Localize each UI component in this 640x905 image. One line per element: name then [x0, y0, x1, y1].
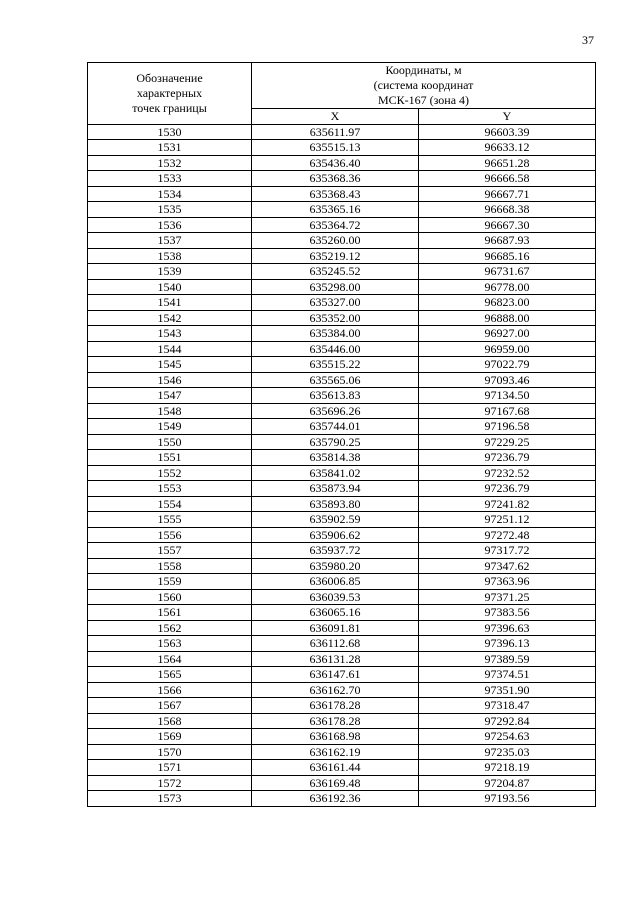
table-row: [88, 217, 596, 233]
cell-y: 96603.39: [419, 124, 596, 140]
cell-x: 635352.00: [252, 310, 419, 326]
header-coords-line-3: МСК-167 (зона 4): [377, 93, 470, 107]
table-row: [88, 419, 596, 435]
cell-point: 1563: [88, 636, 252, 652]
cell-point: 1546: [88, 372, 252, 388]
cell-y: 97241.82: [419, 496, 596, 512]
cell-x: 635219.12: [252, 248, 419, 264]
cell-point: 1544: [88, 341, 252, 357]
cell-x: 635365.16: [252, 202, 419, 218]
cell-y: 97351.90: [419, 682, 596, 698]
table-row: [88, 310, 596, 326]
cell-x: 635565.06: [252, 372, 419, 388]
header-coords-line-1: Координаты, м: [385, 63, 462, 77]
header-y: Y: [419, 109, 596, 125]
cell-x: 635384.00: [252, 326, 419, 342]
cell-x: 636192.36: [252, 791, 419, 807]
header-point-line-2: характерных: [136, 85, 203, 100]
cell-point: 1559: [88, 574, 252, 590]
cell-point: 1569: [88, 729, 252, 745]
cell-x: 635906.62: [252, 527, 419, 543]
cell-x: 635613.83: [252, 388, 419, 404]
table-row: [88, 186, 596, 202]
cell-y: 97383.56: [419, 605, 596, 621]
table-row: [88, 372, 596, 388]
cell-y: 96667.30: [419, 217, 596, 233]
cell-y: 96888.00: [419, 310, 596, 326]
table-row: [88, 357, 596, 373]
table-row: [88, 558, 596, 574]
cell-y: 96927.00: [419, 326, 596, 342]
cell-point: 1551: [88, 450, 252, 466]
table-row: [88, 791, 596, 807]
table-row: [88, 481, 596, 497]
cell-x: 635814.38: [252, 450, 419, 466]
header-point-designation: [88, 63, 252, 125]
cell-x: 635364.72: [252, 217, 419, 233]
cell-point: 1555: [88, 512, 252, 528]
cell-y: 96633.12: [419, 140, 596, 156]
cell-point: 1564: [88, 651, 252, 667]
cell-x: 636006.85: [252, 574, 419, 590]
cell-y: 97093.46: [419, 372, 596, 388]
cell-x: 636039.53: [252, 589, 419, 605]
cell-point: 1552: [88, 465, 252, 481]
cell-x: 636162.19: [252, 744, 419, 760]
cell-point: 1573: [88, 791, 252, 807]
cell-point: 1557: [88, 543, 252, 559]
cell-point: 1570: [88, 744, 252, 760]
header-coords-line-2: (система координат: [373, 78, 474, 92]
cell-x: 635980.20: [252, 558, 419, 574]
cell-x: 636147.61: [252, 667, 419, 683]
cell-point: 1540: [88, 279, 252, 295]
table-row: [88, 465, 596, 481]
table-row: [88, 620, 596, 636]
cell-x: 636112.68: [252, 636, 419, 652]
cell-x: 635893.80: [252, 496, 419, 512]
table-row: [88, 326, 596, 342]
cell-point: 1554: [88, 496, 252, 512]
cell-x: 635902.59: [252, 512, 419, 528]
cell-y: 97318.47: [419, 698, 596, 714]
cell-y: 97347.62: [419, 558, 596, 574]
table-row: [88, 698, 596, 714]
cell-y: 97251.12: [419, 512, 596, 528]
cell-point: 1553: [88, 481, 252, 497]
cell-point: 1566: [88, 682, 252, 698]
cell-x: 635611.97: [252, 124, 419, 140]
cell-point: 1542: [88, 310, 252, 326]
cell-x: 635368.43: [252, 186, 419, 202]
table-row: [88, 605, 596, 621]
cell-point: 1545: [88, 357, 252, 373]
cell-point: 1568: [88, 713, 252, 729]
cell-point: 1535: [88, 202, 252, 218]
table-row: [88, 667, 596, 683]
cell-y: 97272.48: [419, 527, 596, 543]
cell-x: 635790.25: [252, 434, 419, 450]
table-row: [88, 636, 596, 652]
cell-point: 1533: [88, 171, 252, 187]
table-row: [88, 589, 596, 605]
table-row: [88, 171, 596, 187]
cell-x: 635436.40: [252, 155, 419, 171]
coordinates-table: [87, 62, 596, 807]
table-row: [88, 527, 596, 543]
cell-y: 97022.79: [419, 357, 596, 373]
cell-x: 635245.52: [252, 264, 419, 280]
table-row: [88, 682, 596, 698]
table-row: [88, 140, 596, 156]
cell-y: 97389.59: [419, 651, 596, 667]
cell-y: 96731.67: [419, 264, 596, 280]
cell-y: 97196.58: [419, 419, 596, 435]
cell-y: 96651.28: [419, 155, 596, 171]
table-row: [88, 341, 596, 357]
cell-y: 97218.19: [419, 760, 596, 776]
cell-y: 96685.16: [419, 248, 596, 264]
cell-x: 636168.98: [252, 729, 419, 745]
cell-point: 1558: [88, 558, 252, 574]
table-row: [88, 295, 596, 311]
cell-x: 636161.44: [252, 760, 419, 776]
cell-y: 96668.38: [419, 202, 596, 218]
cell-x: 636091.81: [252, 620, 419, 636]
header-point-line-1: Обозначение: [136, 70, 203, 85]
header-point-line-3: точек границы: [132, 100, 207, 115]
cell-point: 1560: [88, 589, 252, 605]
header-x: X: [252, 109, 419, 125]
cell-y: 97396.63: [419, 620, 596, 636]
table-row: [88, 434, 596, 450]
cell-y: 97236.79: [419, 450, 596, 466]
cell-x: 635327.00: [252, 295, 419, 311]
cell-point: 1571: [88, 760, 252, 776]
cell-point: 1562: [88, 620, 252, 636]
cell-y: 97363.96: [419, 574, 596, 590]
cell-y: 97167.68: [419, 403, 596, 419]
table-body: [88, 124, 596, 806]
cell-x: 635696.26: [252, 403, 419, 419]
table-row: [88, 760, 596, 776]
cell-point: 1572: [88, 775, 252, 791]
cell-x: 635841.02: [252, 465, 419, 481]
cell-x: 635873.94: [252, 481, 419, 497]
table-row: [88, 233, 596, 249]
table-row: [88, 248, 596, 264]
cell-x: 636131.28: [252, 651, 419, 667]
cell-point: 1548: [88, 403, 252, 419]
table-row: [88, 155, 596, 171]
cell-point: 1549: [88, 419, 252, 435]
table-row: [88, 450, 596, 466]
cell-x: 636178.28: [252, 713, 419, 729]
cell-point: 1556: [88, 527, 252, 543]
cell-point: 1543: [88, 326, 252, 342]
table-row: [88, 713, 596, 729]
cell-y: 97236.79: [419, 481, 596, 497]
table-row: [88, 729, 596, 745]
cell-x: 635368.36: [252, 171, 419, 187]
cell-point: 1536: [88, 217, 252, 233]
cell-x: 635446.00: [252, 341, 419, 357]
cell-x: 635515.22: [252, 357, 419, 373]
table-row: [88, 775, 596, 791]
cell-y: 97371.25: [419, 589, 596, 605]
cell-x: 636162.70: [252, 682, 419, 698]
cell-x: 635515.13: [252, 140, 419, 156]
cell-y: 97235.03: [419, 744, 596, 760]
table-row: [88, 512, 596, 528]
cell-point: 1531: [88, 140, 252, 156]
header-coordinates: [252, 63, 596, 109]
cell-y: 96687.93: [419, 233, 596, 249]
cell-y: 97254.63: [419, 729, 596, 745]
cell-point: 1532: [88, 155, 252, 171]
cell-y: 96778.00: [419, 279, 596, 295]
table-row: [88, 202, 596, 218]
cell-x: 635260.00: [252, 233, 419, 249]
cell-x: 636169.48: [252, 775, 419, 791]
table-row: [88, 651, 596, 667]
cell-x: 636065.16: [252, 605, 419, 621]
table-row: [88, 279, 596, 295]
cell-x: 636178.28: [252, 698, 419, 714]
cell-point: 1567: [88, 698, 252, 714]
cell-y: 96823.00: [419, 295, 596, 311]
cell-x: 635937.72: [252, 543, 419, 559]
cell-y: 96959.00: [419, 341, 596, 357]
page-number: 37: [582, 33, 594, 47]
cell-y: 97193.56: [419, 791, 596, 807]
cell-y: 97204.87: [419, 775, 596, 791]
table-row: [88, 496, 596, 512]
cell-y: 97232.52: [419, 465, 596, 481]
cell-point: 1550: [88, 434, 252, 450]
table-row: [88, 264, 596, 280]
cell-point: 1530: [88, 124, 252, 140]
table-row: [88, 574, 596, 590]
cell-x: 635298.00: [252, 279, 419, 295]
table-row: [88, 388, 596, 404]
table-row: [88, 543, 596, 559]
cell-point: 1561: [88, 605, 252, 621]
cell-y: 96667.71: [419, 186, 596, 202]
cell-point: 1537: [88, 233, 252, 249]
cell-point: 1534: [88, 186, 252, 202]
cell-x: 635744.01: [252, 419, 419, 435]
cell-y: 97134.50: [419, 388, 596, 404]
cell-point: 1541: [88, 295, 252, 311]
cell-y: 97229.25: [419, 434, 596, 450]
cell-y: 97292.84: [419, 713, 596, 729]
table-row: [88, 124, 596, 140]
table-row: [88, 744, 596, 760]
cell-y: 96666.58: [419, 171, 596, 187]
cell-y: 97317.72: [419, 543, 596, 559]
table-row: [88, 403, 596, 419]
cell-point: 1547: [88, 388, 252, 404]
cell-y: 97374.51: [419, 667, 596, 683]
cell-point: 1538: [88, 248, 252, 264]
table-header: [88, 63, 596, 125]
cell-y: 97396.13: [419, 636, 596, 652]
cell-point: 1565: [88, 667, 252, 683]
cell-point: 1539: [88, 264, 252, 280]
header-row: [88, 63, 596, 109]
